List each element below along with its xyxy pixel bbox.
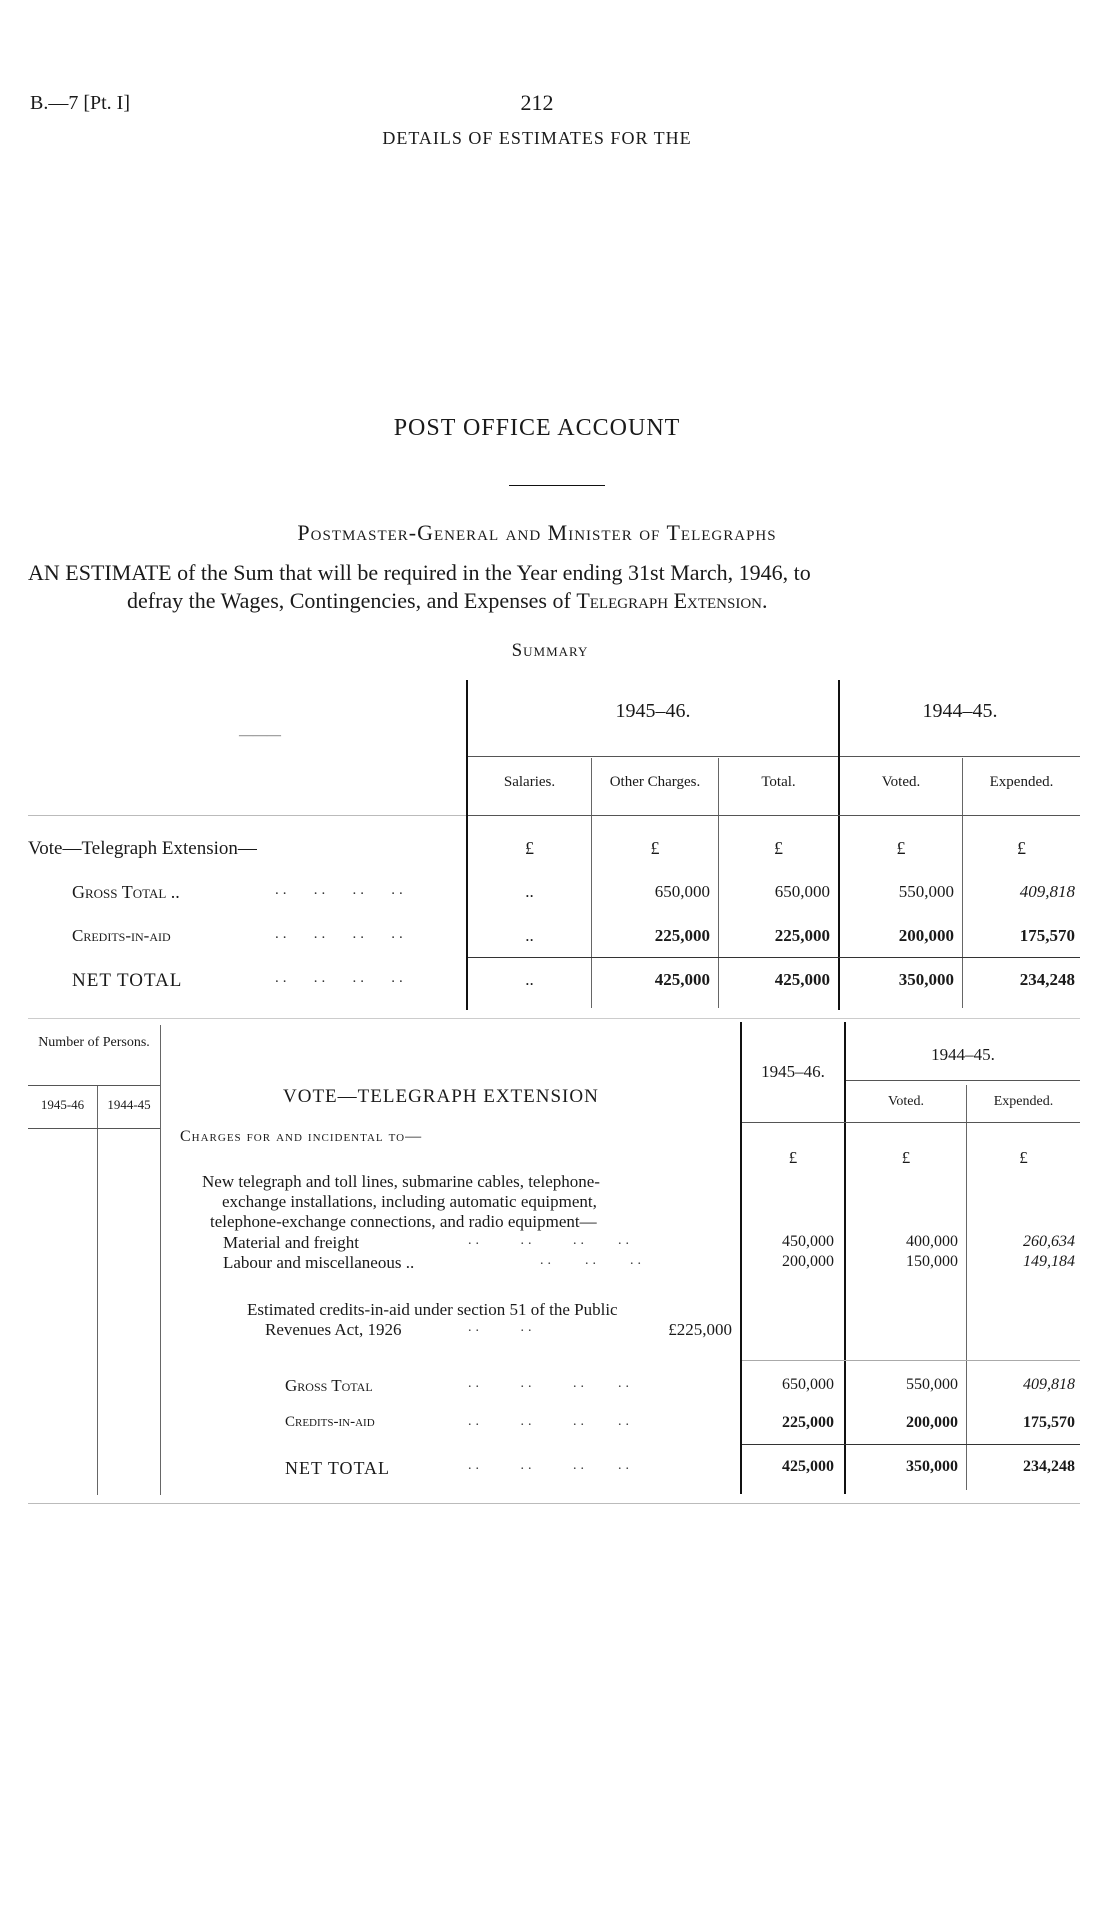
total-cell: 175,570 [1023,1414,1075,1431]
summary-cell: 550,000 [898,882,954,901]
leader-dots: .. .. .. .. [275,926,407,942]
summary-cell: 225,000 [654,926,710,945]
estimate-line-1: AN ESTIMATE of the Sum that will be required in the Year ending 31st March, 1946, to [28,560,811,585]
persons-col-previous: 1944-45 [107,1097,151,1112]
item-cell: 149,184 [1023,1253,1075,1270]
summary-cell: .. [525,926,534,945]
leader-dots: .. .. .. .. [468,1376,633,1391]
credits-note-amount: £225,000 [668,1320,732,1339]
total-label: Credits-in-aid [285,1414,375,1430]
summary-cell: .. [525,970,534,989]
summary-vote-label: Vote—Telegraph Extension— [28,838,257,859]
item-cell: 150,000 [906,1253,958,1270]
item-cell: 200,000 [782,1253,834,1270]
summary-cell: 425,000 [654,970,710,989]
total-cell: 200,000 [906,1414,958,1431]
col-other-charges: Other Charges. [609,774,701,790]
currency-total: £ [774,838,783,858]
total-cell: 409,818 [1023,1376,1075,1393]
summary-cell: 200,000 [898,926,954,945]
item-cell: 400,000 [906,1233,958,1250]
item-description-line-1: New telegraph and toll lines, submarine cables, telephone- [202,1172,600,1191]
summary-row-label: Gross Total .. [72,882,180,902]
leader-dots: .. .. .. .. [468,1233,633,1248]
summary-placeholder-dash: ——— [239,728,281,743]
estimate-line-2-text: defray the Wages, Contingencies, and Expenses of [127,588,571,613]
estimate-subject: Telegraph Extension. [576,588,768,613]
document-reference: B.—7 [Pt. I] [30,92,130,114]
page-title: POST OFFICE ACCOUNT [393,415,681,441]
summary-cell: 425,000 [774,970,830,989]
detail-col-voted: Voted. [888,1094,924,1109]
currency-other: £ [650,838,660,858]
total-label: Gross Total [285,1376,373,1395]
leader-dots: .. .. [468,1320,536,1335]
vote-title: VOTE—TELEGRAPH EXTENSION [283,1086,599,1107]
currency-voted: £ [901,1148,911,1167]
summary-cell: .. [525,882,534,901]
persons-header: Number of Persons. [38,1035,150,1050]
persons-col-current: 1945-46 [40,1097,85,1112]
item-label: Labour and miscellaneous .. [223,1253,415,1272]
leader-dots: .. .. .. .. [275,882,407,898]
total-cell: 425,000 [782,1458,834,1475]
ministry-heading: Postmaster-General and Minister of Telegraphs [297,520,777,545]
currency-salaries: £ [525,838,534,858]
summary-row-label: NET TOTAL [72,970,183,991]
summary-row-label: Credits-in-aid [72,926,171,945]
summary-year-previous: 1944–45. [922,700,998,722]
item-cell: 450,000 [782,1233,834,1250]
running-title: DETAILS OF ESTIMATES FOR THE [382,128,692,148]
total-cell: 234,248 [1023,1458,1075,1475]
col-total: Total. [761,774,796,790]
total-cell: 225,000 [782,1414,834,1431]
charges-heading: Charges for and incidental to— [180,1128,423,1145]
total-cell: 650,000 [782,1376,834,1393]
col-salaries: Salaries. [503,774,556,790]
detail-col-expended: Expended. [993,1094,1054,1109]
summary-cell: 650,000 [654,882,710,901]
summary-cell: 650,000 [774,882,830,901]
leader-dots: .. .. .. .. [468,1458,633,1473]
summary-heading: Summary [511,640,589,661]
summary-cell: 234,248 [1019,970,1075,989]
summary-cell: 175,570 [1019,926,1075,945]
total-label: NET TOTAL [285,1458,391,1478]
detail-year-previous: 1944–45. [931,1045,995,1064]
total-cell: 350,000 [906,1458,958,1475]
estimate-line-2 [127,588,1027,614]
currency-voted: £ [896,838,906,858]
summary-cell: 409,818 [1019,882,1075,901]
item-cell: 260,634 [1023,1233,1075,1250]
summary-cell: 350,000 [898,970,954,989]
page-number: 212 [520,90,554,115]
col-expended: Expended. [989,774,1054,790]
credits-note-line-2: Revenues Act, 1926 [265,1320,402,1339]
summary-year-current: 1945–46. [615,700,691,722]
currency-expended: £ [1019,1148,1028,1167]
credits-note-line-1: Estimated credits-in-aid under section 51 of the Public [247,1300,618,1319]
leader-dots: .. .. .. .. [468,1414,633,1429]
currency-current: £ [788,1148,798,1167]
item-description-line-2: exchange installations, including automatic equipment, [222,1192,597,1211]
summary-cell: 225,000 [774,926,830,945]
leader-dots: .. .. .. [540,1253,645,1268]
total-cell: 550,000 [906,1376,958,1393]
currency-expended: £ [1017,838,1026,858]
title-rule [509,485,605,486]
detail-year-current: 1945–46. [761,1062,825,1081]
col-voted: Voted. [881,774,921,790]
leader-dots: .. .. .. .. [275,970,407,986]
item-label: Material and freight [223,1233,359,1252]
item-description-line-3: telephone-exchange connections, and radio equipment— [210,1212,597,1231]
